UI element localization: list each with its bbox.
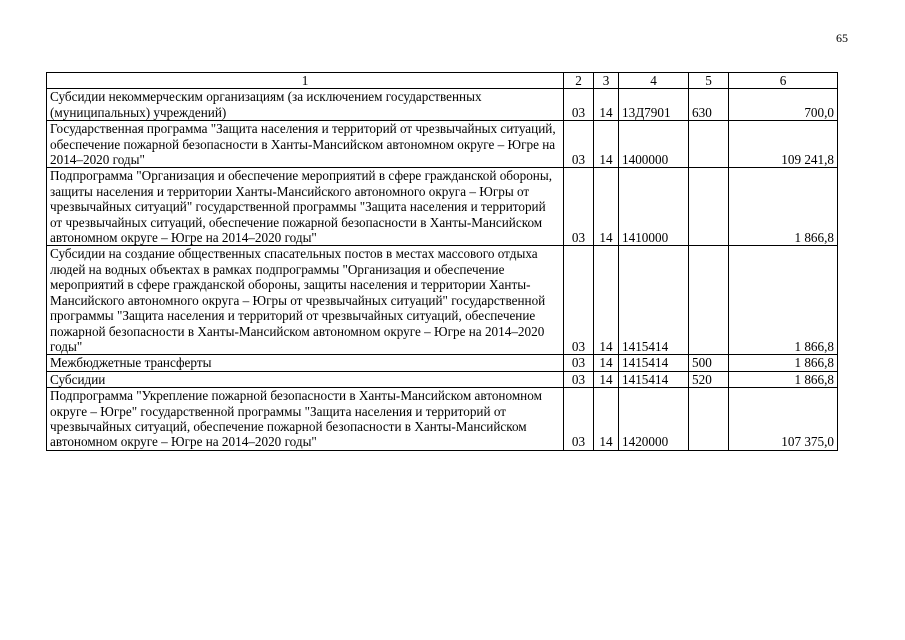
row-sum-cell: 1 866,8	[729, 246, 838, 355]
header-cell: 2	[564, 73, 594, 89]
row-csr-cell: 1415414	[619, 371, 689, 387]
page-number: 65	[836, 31, 848, 45]
row-name-cell: Субсидии некоммерческим организациям (за исключением государственных (муниципальных) учреждений)	[47, 89, 564, 121]
row-sum-cell: 109 241,8	[729, 121, 838, 168]
row-pr-cell: 14	[594, 246, 619, 355]
row-csr-cell: 1420000	[619, 388, 689, 451]
row-rz-cell: 03	[564, 246, 594, 355]
header-cell: 3	[594, 73, 619, 89]
row-rz-cell: 03	[564, 371, 594, 387]
budget-table	[46, 72, 838, 451]
row-rz-cell: 03	[564, 388, 594, 451]
row-rz-cell: 03	[564, 168, 594, 246]
table-row	[47, 355, 838, 371]
row-name-cell: Субсидии на создание общественных спасательных постов в местах массового отдыха людей на водных объектах в рамках подпрограммы "Организация и обеспечение мероприятий в сфере гражданской обороны, защиты населения и территории Ханты-Мансийского автономного округа – Югры от чрезвычайных ситуаций" государственной программы "Защита населения и территорий от чрезвычайных ситуаций, обеспечение пожарной безопасности в Ханты-Мансийском автономном округе – Югре на 2014–2020 годы"	[47, 246, 564, 355]
row-pr-cell: 14	[594, 121, 619, 168]
table-row	[47, 168, 838, 246]
row-sum-cell: 107 375,0	[729, 388, 838, 451]
header-cell: 5	[689, 73, 729, 89]
row-name-cell: Межбюджетные трансферты	[47, 355, 564, 371]
row-sum-cell: 1 866,8	[729, 371, 838, 387]
header-cell: 6	[729, 73, 838, 89]
row-rz-cell: 03	[564, 355, 594, 371]
row-sum-cell: 1 866,8	[729, 168, 838, 246]
table-row	[47, 371, 838, 387]
row-vr-cell: 520	[689, 371, 729, 387]
header-cell: 4	[619, 73, 689, 89]
row-name-cell: Подпрограмма "Укрепление пожарной безопасности в Ханты-Мансийском автономном округе – Югре" государственной программы "Защита населения и территорий от чрезвычайных ситуаций, обеспечение пожарной безопасности в Ханты-Мансийском автономном округе – Югре на 2014–2020 годы"	[47, 388, 564, 451]
row-name-cell: Подпрограмма "Организация и обеспечение мероприятий в сфере гражданской обороны, защиты населения и территории Ханты-Мансийского автономного округа – Югры от чрезвычайных ситуаций" государственной программы "Защита населения и территорий от чрезвычайных ситуаций, обеспечение пожарной безопасности в Ханты-Мансийском автономном округе – Югре на 2014–2020 годы"	[47, 168, 564, 246]
row-rz-cell: 03	[564, 121, 594, 168]
row-csr-cell: 1415414	[619, 246, 689, 355]
row-name-cell: Государственная программа "Защита населения и территорий от чрезвычайных ситуаций, обеспечение пожарной безопасности в Ханты-Мансийском автономном округе – Югре на 2014–2020 годы"	[47, 121, 564, 168]
row-csr-cell: 1410000	[619, 168, 689, 246]
row-pr-cell: 14	[594, 168, 619, 246]
row-vr-cell	[689, 121, 729, 168]
row-csr-cell: 1400000	[619, 121, 689, 168]
row-sum-cell: 700,0	[729, 89, 838, 121]
header-cell: 1	[47, 73, 564, 89]
row-rz-cell: 03	[564, 89, 594, 121]
table-header-row	[47, 73, 838, 89]
row-pr-cell: 14	[594, 371, 619, 387]
row-pr-cell: 14	[594, 89, 619, 121]
row-pr-cell: 14	[594, 388, 619, 451]
row-pr-cell: 14	[594, 355, 619, 371]
row-csr-cell: 1415414	[619, 355, 689, 371]
table-row	[47, 388, 838, 451]
table-row	[47, 246, 838, 355]
table-row	[47, 89, 838, 121]
row-vr-cell	[689, 246, 729, 355]
row-csr-cell: 13Д7901	[619, 89, 689, 121]
row-sum-cell: 1 866,8	[729, 355, 838, 371]
row-vr-cell	[689, 168, 729, 246]
row-vr-cell: 630	[689, 89, 729, 121]
row-vr-cell	[689, 388, 729, 451]
row-name-cell: Субсидии	[47, 371, 564, 387]
row-vr-cell: 500	[689, 355, 729, 371]
table-row	[47, 121, 838, 168]
